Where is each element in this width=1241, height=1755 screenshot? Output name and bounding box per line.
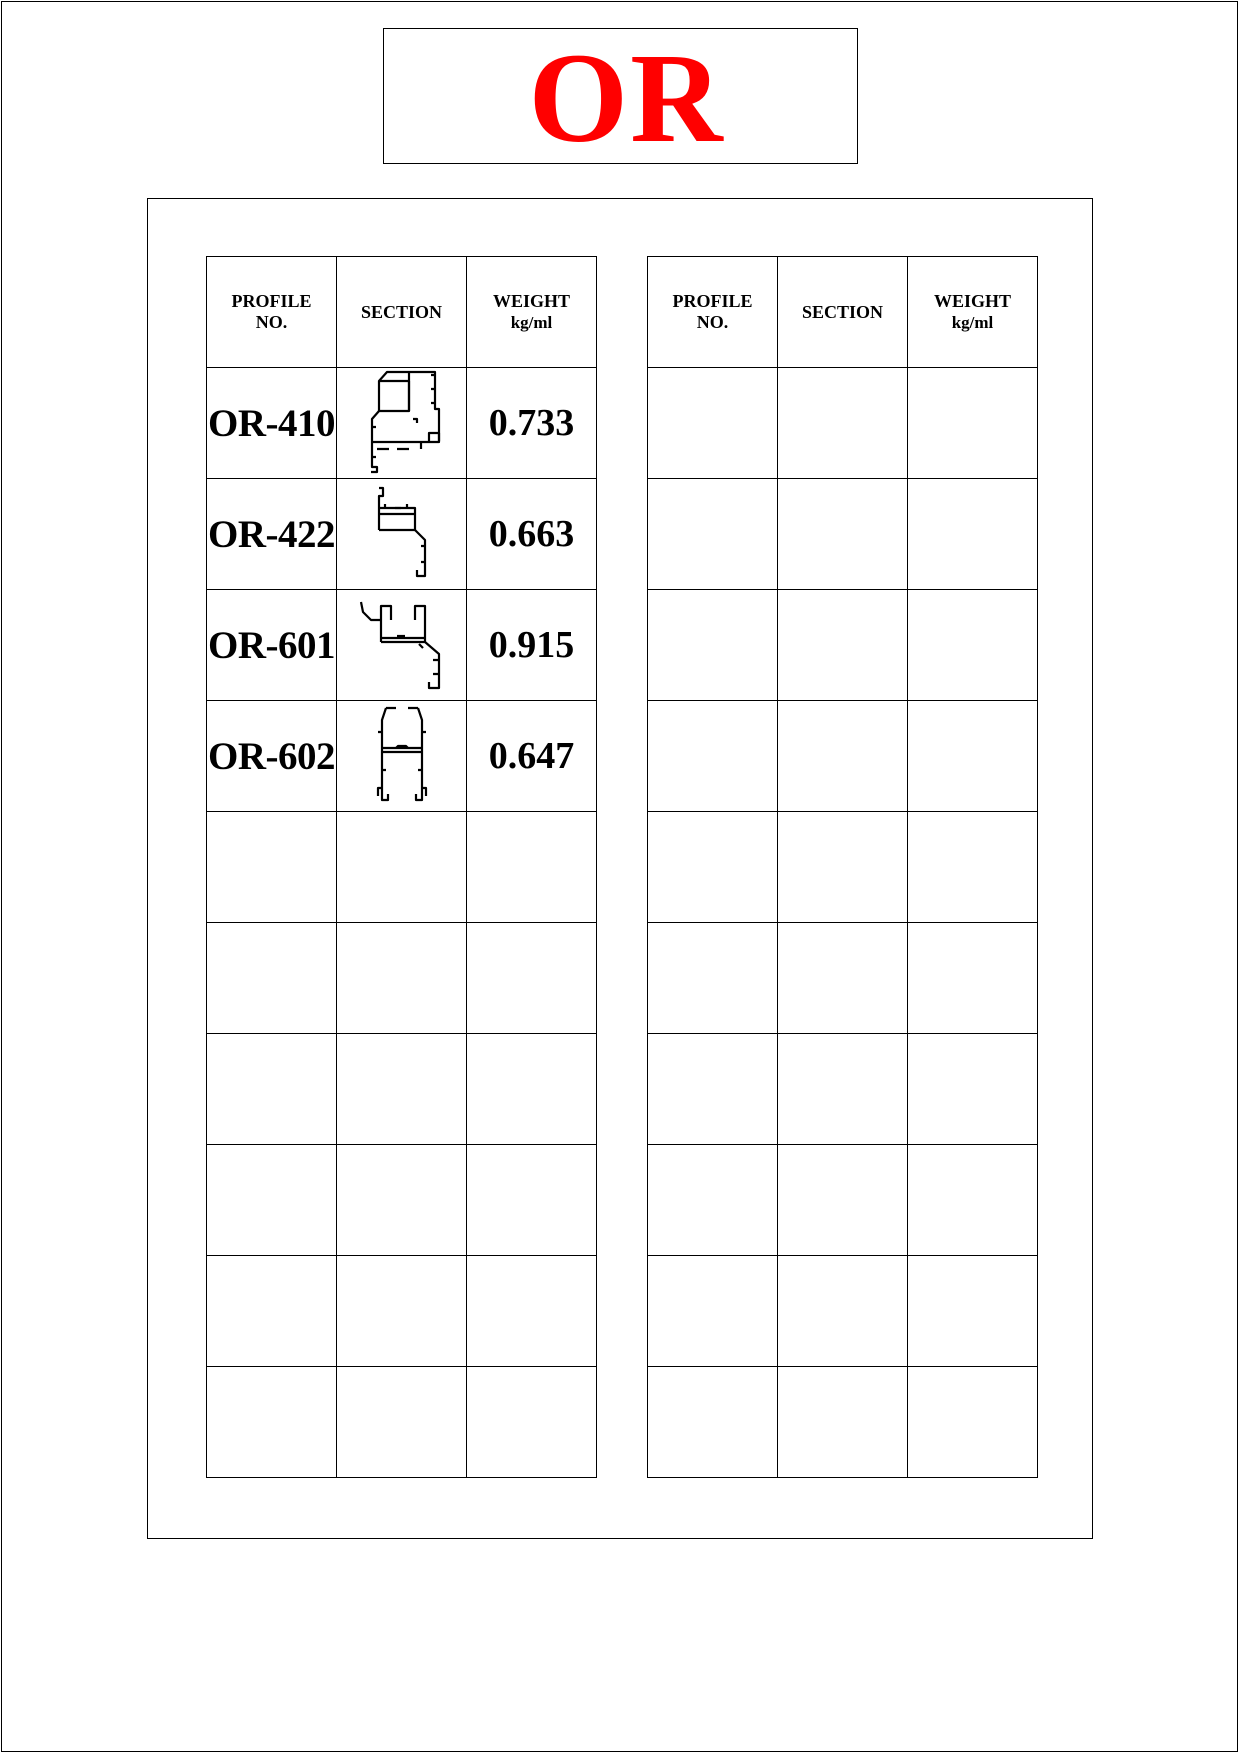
weight-cell: 0.733 bbox=[467, 368, 597, 479]
section-cell bbox=[337, 479, 467, 590]
weight-cell bbox=[908, 1256, 1038, 1367]
weight-cell: 0.915 bbox=[467, 590, 597, 701]
weight-cell bbox=[908, 1034, 1038, 1145]
profile-no-cell: OR-601 bbox=[207, 590, 337, 701]
section-cell bbox=[778, 1367, 908, 1478]
section-cell bbox=[337, 701, 467, 812]
profile-no-cell bbox=[648, 1145, 778, 1256]
section-cell bbox=[337, 1367, 467, 1478]
profile-no-cell bbox=[648, 1256, 778, 1367]
table-row bbox=[648, 479, 1038, 590]
weight-cell bbox=[467, 1367, 597, 1478]
right-profile-table bbox=[647, 256, 1038, 1478]
section-cell bbox=[337, 923, 467, 1034]
section-cell bbox=[778, 479, 908, 590]
table-row bbox=[648, 1145, 1038, 1256]
profile-no-cell bbox=[207, 812, 337, 923]
table-row bbox=[648, 1367, 1038, 1478]
weight-cell bbox=[908, 923, 1038, 1034]
table-row bbox=[648, 590, 1038, 701]
table-row bbox=[207, 590, 597, 701]
section-cell bbox=[337, 1034, 467, 1145]
profile-no-cell: OR-602 bbox=[207, 701, 337, 812]
table-row bbox=[648, 923, 1038, 1034]
table-row bbox=[207, 1145, 597, 1256]
weight-cell bbox=[908, 1145, 1038, 1256]
table-row bbox=[207, 1034, 597, 1145]
table-header-row bbox=[648, 257, 1038, 368]
profile-no-cell bbox=[648, 1367, 778, 1478]
table-row bbox=[207, 1367, 597, 1478]
section-cell bbox=[778, 812, 908, 923]
profile-no-cell bbox=[648, 1034, 778, 1145]
or-602-profile-section-icon bbox=[372, 704, 432, 808]
section-cell bbox=[778, 1256, 908, 1367]
table-row bbox=[648, 812, 1038, 923]
table-row bbox=[648, 1256, 1038, 1367]
profile-no-cell bbox=[648, 812, 778, 923]
weight-cell: 0.663 bbox=[467, 479, 597, 590]
header-section: SECTION bbox=[778, 257, 908, 368]
profile-no-cell bbox=[207, 1256, 337, 1367]
header-profile-no: PROFILE NO. bbox=[207, 257, 337, 368]
profile-no-cell: OR-410 bbox=[207, 368, 337, 479]
section-cell bbox=[337, 590, 467, 701]
table-row bbox=[207, 701, 597, 812]
weight-cell bbox=[467, 1034, 597, 1145]
profile-no-cell bbox=[648, 923, 778, 1034]
table-row bbox=[207, 368, 597, 479]
weight-cell bbox=[908, 701, 1038, 812]
or-422-profile-section-icon bbox=[367, 484, 437, 584]
profile-no-cell bbox=[648, 590, 778, 701]
or-601-profile-section-icon bbox=[357, 598, 447, 693]
profile-no-cell bbox=[207, 923, 337, 1034]
section-cell bbox=[337, 368, 467, 479]
table-row bbox=[207, 923, 597, 1034]
weight-cell bbox=[467, 1145, 597, 1256]
table-row bbox=[207, 1256, 597, 1367]
weight-cell bbox=[908, 590, 1038, 701]
left-profile-table bbox=[206, 256, 597, 1478]
profile-no-cell bbox=[207, 1145, 337, 1256]
profile-no-cell bbox=[648, 368, 778, 479]
section-cell bbox=[778, 923, 908, 1034]
weight-cell bbox=[467, 812, 597, 923]
weight-cell bbox=[467, 923, 597, 1034]
section-cell bbox=[337, 1145, 467, 1256]
profile-no-cell bbox=[648, 479, 778, 590]
section-cell bbox=[778, 701, 908, 812]
or-410-profile-section-icon bbox=[357, 369, 447, 477]
brand-title: OR bbox=[528, 27, 725, 169]
title-box bbox=[383, 27, 858, 169]
profile-no-cell bbox=[207, 1034, 337, 1145]
weight-cell bbox=[467, 1256, 597, 1367]
section-cell bbox=[778, 368, 908, 479]
header-weight: WEIGHT kg/ml bbox=[467, 257, 597, 368]
weight-cell bbox=[908, 479, 1038, 590]
weight-cell bbox=[908, 812, 1038, 923]
section-cell bbox=[778, 590, 908, 701]
table-header-row bbox=[207, 257, 597, 368]
section-cell bbox=[778, 1145, 908, 1256]
table-row bbox=[648, 701, 1038, 812]
profile-no-cell bbox=[648, 701, 778, 812]
profile-no-cell bbox=[207, 1367, 337, 1478]
weight-cell bbox=[908, 1367, 1038, 1478]
header-section: SECTION bbox=[337, 257, 467, 368]
header-profile-no: PROFILE NO. bbox=[648, 257, 778, 368]
table-row bbox=[207, 479, 597, 590]
profile-no-cell: OR-422 bbox=[207, 479, 337, 590]
section-cell bbox=[337, 812, 467, 923]
table-row bbox=[648, 1034, 1038, 1145]
weight-cell: 0.647 bbox=[467, 701, 597, 812]
section-cell bbox=[337, 1256, 467, 1367]
section-cell bbox=[778, 1034, 908, 1145]
weight-cell bbox=[908, 368, 1038, 479]
table-row bbox=[648, 368, 1038, 479]
header-weight: WEIGHT kg/ml bbox=[908, 257, 1038, 368]
table-row bbox=[207, 812, 597, 923]
